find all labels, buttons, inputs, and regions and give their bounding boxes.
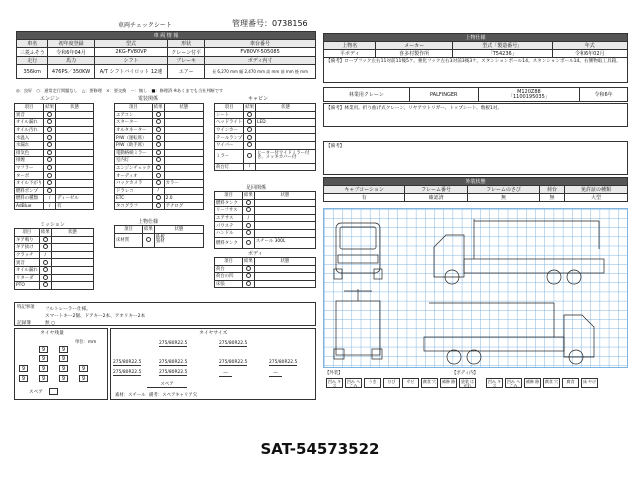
tire-size-box: タイヤサイズ 275/80R22.5 275/80R22.5 275/80R22.5 275/80R22.5 275/80R22.5 275/80R22.5 275/80R22.5 275/80R22.5 ― ― スペア 素材：スチール 備考：スペアキャリア欠 [110,328,316,400]
ok-mark [47,112,52,117]
crane-table [323,87,628,102]
cabin-item: 荷台灯 [215,163,244,171]
body-item: 荷台の凹 [215,273,243,281]
crane-note-text: 林業用。折り曲げ式クレーン、リヤアウトリガー、トップシート、数板1対。 [344,106,502,111]
ok-mark [43,260,48,265]
headlight-type: LED [256,119,316,127]
ok-mark [246,230,251,235]
col-header: 荷台 [540,186,565,194]
ok-mark [156,203,161,208]
engine-item: 燃料の種類 [15,195,44,203]
col-header: 項目 [215,258,243,266]
col-header: キャブコーション [324,186,405,194]
cabin-table: 項目 結果 状態 シート ヘッドライト LED ウインカー テールランプ ワイパー ミラー ヒーター付ワイドミラー付き、メッキカバー付 荷台灯 / [214,103,316,171]
upper-name: 平ボディ [324,50,376,58]
damage-legend-item: 腐食 穴 [421,378,438,388]
special-notes-line1: フルトレーラー仕様。 [45,307,91,312]
electrical-item: オーディオ [115,172,153,180]
ok-mark [156,135,161,140]
electrical-item: ETC [115,195,153,203]
damage-legend-item: 塗装 はがれ [460,378,475,388]
ok-mark [43,275,48,280]
col-header: 結果 [144,227,153,233]
electrical-item: P/W（運転席） [115,134,153,142]
transmission-item: オイル漏れ [16,268,38,274]
cabin-item: ワイパー [215,141,244,149]
tire-size: 275/80R22.5 [219,341,248,346]
engine-item: 燃料ポンプ [15,187,44,195]
ok-mark [247,142,252,147]
col-header: 免許証の種類 [564,186,627,194]
management-number-value: 0738156 [272,19,308,28]
electrical-item: エンジンチェック [116,166,151,172]
tire-tread: 9 [59,375,68,382]
electrical-value: 2.0 [164,195,203,203]
vi-label: 型式 [94,40,167,48]
damage-legend-item: サビ [402,378,419,388]
ok-mark [47,188,52,193]
stock-number-label: SAT-54573522 [240,432,400,466]
transmission-item: リターダ [15,274,40,282]
ok-mark [246,240,251,245]
running-gear-item: ハンドル [215,229,243,237]
cabin-item: ヘッドライト [216,120,243,126]
ok-mark [47,180,52,185]
electrical-value [164,187,203,195]
crane-model: M120Z88 「1100195035」 [478,88,579,102]
body-damage-legend-item: 凹み へこみ [506,378,521,388]
cabin-item: シート [215,111,244,119]
cargo-bed: 無 [540,194,565,202]
vi-label: シフト [94,57,167,65]
col-header: 項目 [215,192,243,200]
col-header: 結果 [244,259,253,265]
spare-tread-box [49,388,58,395]
crane-serial: 「1100195035」 [507,93,550,100]
engine-title: エンジン [40,96,60,102]
ok-mark [246,281,251,286]
special-notes-label: 特記事項 [17,305,35,310]
upper-maker: 喜多村製作所 [376,50,453,58]
spare-size-label: スペア [147,381,187,388]
upper-model: 「T54236」 [452,50,552,58]
electrical-value [164,126,203,134]
upholstery-item: 床材質 [115,233,143,247]
col-header: フレーム番号 [405,186,468,194]
engine-item: オイル漏れ [15,119,44,127]
ok-mark [156,112,161,117]
ok-mark [246,200,251,205]
tire-tread: 9 [59,346,68,353]
upholstery-title: 上物仕様 [138,219,159,225]
crane-year: 令和6年 [580,88,628,102]
ok-mark [47,142,52,147]
damage-legend-item: 凹み キズ [327,378,342,388]
electrical-item: 電動格納ミラー [115,149,153,157]
ok-mark [47,173,52,178]
col-header: 状態 [164,104,203,112]
electrical-item: ドラレコ [115,187,153,195]
first-registration: 令和6年04月 [48,48,94,57]
vi-label: 車名 [17,40,48,48]
ok-mark [146,237,151,242]
electrical-value [164,134,203,142]
special-notes-line2: スマートキー2個、ドアキー2本、アオリキー2本 [45,314,146,319]
electrical-item: P/W（助手席） [115,141,153,149]
vi-label: ボディ内寸 [205,57,316,65]
fuel-type: ディーゼル [56,195,94,203]
col-header: 結果 [153,105,163,111]
ok-mark [43,244,48,249]
tire-unit-label: 単位：mm [75,340,97,345]
electrical-value [164,157,203,165]
ok-mark [246,266,251,271]
license-type: 大型 [564,194,627,202]
col-header: 項目 [115,226,143,234]
vi-label: 走行 [17,57,48,65]
col-header: 状態 [154,226,203,234]
cabin-item: ウインカー [215,126,244,134]
tire-tread: 9 [59,355,68,362]
col-header: 結果 [245,105,255,111]
body-damage-legend-item: 床 やけ [581,378,598,388]
damage-diagram [323,208,628,368]
electrical-title: 電装関係 [138,96,159,102]
damage-legend-item: うき [364,378,381,388]
electrical-item: スターター [115,119,153,127]
crane-name: 林業用クレーン [324,88,410,102]
upper-spec-table [323,33,628,58]
running-gear-table: 項目 結果 状態 燃料タンク リーフサス エアサス / パワステ ハンドル 燃料タンク スチール 300L [214,191,316,249]
col-header: 項目 [115,104,153,112]
chassis-number: FV80VY-505085 [205,48,316,57]
exterior-damage-title: 【外装】 [325,371,343,376]
engine-item: オイル下がり [16,181,43,187]
ok-mark [156,150,161,155]
truck-front-outline [336,223,380,273]
ok-mark [156,165,161,170]
truck-diagram-svg [324,209,629,369]
tire-size: 275/80R22.5 [113,360,142,365]
shift-type: A/T シフトバイロット 12速 [94,65,167,79]
electrical-item: タコグラフ [115,202,153,210]
body-shape: クレーン付平 [168,48,205,57]
ok-mark [247,127,252,132]
model-code: 2KG-FV80VP [94,48,167,57]
tire-tread: 9 [39,375,48,382]
tire-tread: 9 [79,375,88,382]
electrical-value [164,119,203,127]
brake-type: エアー [168,65,205,79]
ok-mark [47,135,52,140]
col-header: メーカー [376,42,453,50]
electrical-value: アナログ [164,202,203,210]
ok-mark [247,119,252,124]
ok-mark [47,165,52,170]
tire-tread: 9 [39,346,48,353]
ok-mark [246,207,251,212]
tire-tread: 9 [19,375,28,382]
ok-mark [47,119,52,124]
transmission-item: ギア抜け [15,244,40,252]
fuel-tank-spec: スチール 300L [254,237,315,248]
ok-mark [156,157,161,162]
document-title: 車両チェックシート [118,22,172,29]
upper-note-text: ロープフック左右11対前11後5ケ。強化フック左右3対前3後3ケ。スタンションポール14。スタンションポール14。右側物取工具箱。 [344,59,621,64]
legend-line: ◎：良好 ○：通常走行問題なし △：要修理 ×：要交換 ー：無し ■：修理済 ※あくまでも当社判断です [16,88,224,93]
running-gear-item: パワステ [215,222,243,230]
running-gear-title: 足回関係 [246,185,267,191]
crane-note-label: 【備考】 [326,106,345,111]
col-header: 型式「製造番号」 [452,42,552,50]
management-number [232,18,308,29]
col-header: 項目 [15,104,44,112]
body-damage-title: 【ボディ内】 [452,371,478,376]
frame-rust: 無 [467,194,539,202]
ok-mark [47,157,52,162]
body-damage-legend-item: 腐食 [562,378,579,388]
col-header: 状態 [56,104,94,112]
col-header: 項目 [15,229,40,237]
crane-maker: PALFINGER [409,88,478,102]
exterior-title: 外装状態 [324,178,628,186]
tire-remaining-title: タイヤ残量 [40,331,64,336]
truck-bed-outline [464,259,604,273]
ok-mark [156,195,161,200]
tire-remaining-box [14,328,108,400]
tire-tread: 9 [79,365,88,372]
tire-size: 275/80R22.5 [269,360,298,365]
body-item: 床張 [215,280,243,288]
engine-item: AdBlue [15,202,44,210]
vi-label: 馬力 [48,57,94,65]
col-header: 状態 [254,192,315,200]
vehicle-info-table [16,31,316,79]
ok-mark [43,267,48,272]
col-header: 結果 [244,193,253,199]
col-header: 状態 [51,229,93,237]
ok-mark [43,282,48,287]
tire-material: 素材：スチール [115,393,146,398]
horsepower: 476PS／350KW [48,65,94,79]
cab-caution: 有 [324,194,405,202]
upper-note [326,59,626,65]
ok-mark [247,135,252,140]
transmission-title: ミッション [40,222,65,228]
upper-year: 令和6年02月 [552,50,627,58]
engine-item: 排気色 [15,149,44,157]
damage-legend-item: 補修 跡 [440,378,457,388]
ok-mark [156,142,161,147]
tire-size: 275/80R22.5 [113,370,142,375]
record-book-value: 無 ○ [45,321,56,326]
electrical-value [164,149,203,157]
vi-label: 車台番号 [205,40,316,48]
electrical-table: 項目 結果 状態 エアコン スターター オルタネーター P/W（運転席） P/W（助手席） 電動格納ミラー 室内灯 エンジンチェック オーディオ バックカメラ カラー ドラレコ / ETC 2.0 タコグラフ アナログ [114,103,204,210]
engine-item: マフラー [15,164,44,172]
body-title: ボディ [248,251,263,257]
tire-tread: 9 [19,365,28,372]
ok-mark [47,150,52,155]
ok-mark [43,237,48,242]
adblue-value: 有 [56,202,94,210]
body-damage-legend-item: 凹み キズ [487,378,502,388]
ok-mark [246,273,251,278]
vi-label: 初年度登録 [48,40,94,48]
col-header: 結果 [40,230,50,236]
transmission-item: クラッチ [15,251,40,259]
upper-note-box [323,57,628,83]
tire-size: 275/80R22.5 [159,370,188,375]
electrical-value: カラー [164,179,203,187]
upper-note-label: 【備考】 [326,59,345,64]
tire-size-title: タイヤサイズ [199,331,228,336]
cabin-item: テールランプ [216,135,243,141]
mileage: 356km [17,65,48,79]
engine-item: 水漏れ [15,141,44,149]
ok-mark [247,112,252,117]
mirror-detail: ヒーター付ワイドミラー付き、メッキカバー付 [256,149,316,163]
col-header: フレームのさび [467,186,539,194]
engine-item: 排煙 [15,157,44,165]
running-gear-item: リーフサス [215,207,243,215]
vi-label: 形状 [168,40,205,48]
truck-rear-outline [336,301,380,355]
tire-size: 275/80R22.5 [159,341,188,346]
extra-note-box [323,141,628,175]
upper-spec-title: 上物仕様 [324,34,628,42]
ok-mark [156,173,161,178]
electrical-value [164,111,203,119]
engine-item: 水温入 [15,134,44,142]
col-header: 年式 [552,42,627,50]
vehicle-info-title: 車 両 情 報 [17,32,316,40]
col-header: 項目 [215,104,244,112]
running-gear-item: 燃料タンク [215,199,243,207]
engine-item: オイル汚れ [15,126,44,134]
special-notes-box [14,302,316,326]
ok-mark [156,127,161,132]
damage-legend-item: 凹み へこみ [346,378,361,388]
tire-size: 275/80R22.5 [219,360,248,365]
ok-mark [47,127,52,132]
col-header: 状態 [254,258,315,266]
spare-tire-label: スペア [29,390,43,395]
body-item: 荷台 [215,265,243,273]
exterior-table [323,177,628,202]
electrical-value [164,141,203,149]
transmission-item: PTO [15,282,40,290]
electrical-value [164,172,203,180]
vi-label: ブレーキ [168,57,205,65]
vehicle-name: 三菱ふそう [17,48,48,57]
electrical-item: エアコン [115,111,153,119]
frame-number: 確認済 [405,194,468,202]
transmission-item: ギア鳴り [15,236,40,244]
transmission-table: 項目 結果 状態 ギア鳴り ギア抜け クラッチ / 異音 オイル漏れ リターダ PTO [14,228,94,290]
floor-material: 鉄板 張材 [154,233,203,247]
cabin-item: ミラー [215,149,244,163]
ok-mark [156,180,161,185]
electrical-item: 室内灯 [115,157,153,165]
running-gear-item: エアサス [215,214,243,222]
crane-note [326,105,626,111]
transmission-item: 異音 [15,259,40,267]
ok-mark [156,119,161,124]
tire-size: 275/80R22.5 [159,360,188,365]
ok-mark [247,153,252,158]
tire-tread: 9 [39,355,48,362]
body-damage-legend-item: 腐食 穴 [543,378,560,388]
body-table [214,257,316,288]
upholstery-table [114,225,204,248]
electrical-item: バックカメラ [115,179,153,187]
management-number-label: 管理番号： [232,19,272,28]
col-header: 上物名 [324,42,376,50]
extra-note-label: 【備考】 [326,144,345,149]
col-header: 状態 [256,104,316,112]
ok-mark [246,223,251,228]
electrical-item: オルタネーター [115,126,153,134]
engine-table: 項目 結果 状態 異音 オイル漏れ オイル汚れ 水温入 水漏れ 排気色 排煙 マフラー ターボ オイル下がり 燃料ポンプ 燃料の種類 / ディーゼル AdBlue / 有 [14,103,94,210]
tire-material-note: 備考：スペアキャリア欠 [149,393,198,398]
damage-legend-item: ひび [383,378,400,388]
tire-tread: 9 [39,365,48,372]
engine-item: ターボ [15,172,44,180]
crane-note-box [323,103,628,127]
record-book-label: 記録簿 [17,321,31,326]
engine-item: 異音 [15,111,44,119]
cabin-title: キャビン [248,96,269,102]
electrical-value [164,164,203,172]
tire-tread: 9 [59,365,68,372]
body-dimensions: 長 6,270 mm 幅 2,470 mm 高 mm 前 mm 後 mm [205,65,316,79]
col-header: 結果 [45,105,55,111]
running-gear-item: 燃料タンク [215,237,243,248]
body-damage-legend-item: 補修 跡 [524,378,541,388]
